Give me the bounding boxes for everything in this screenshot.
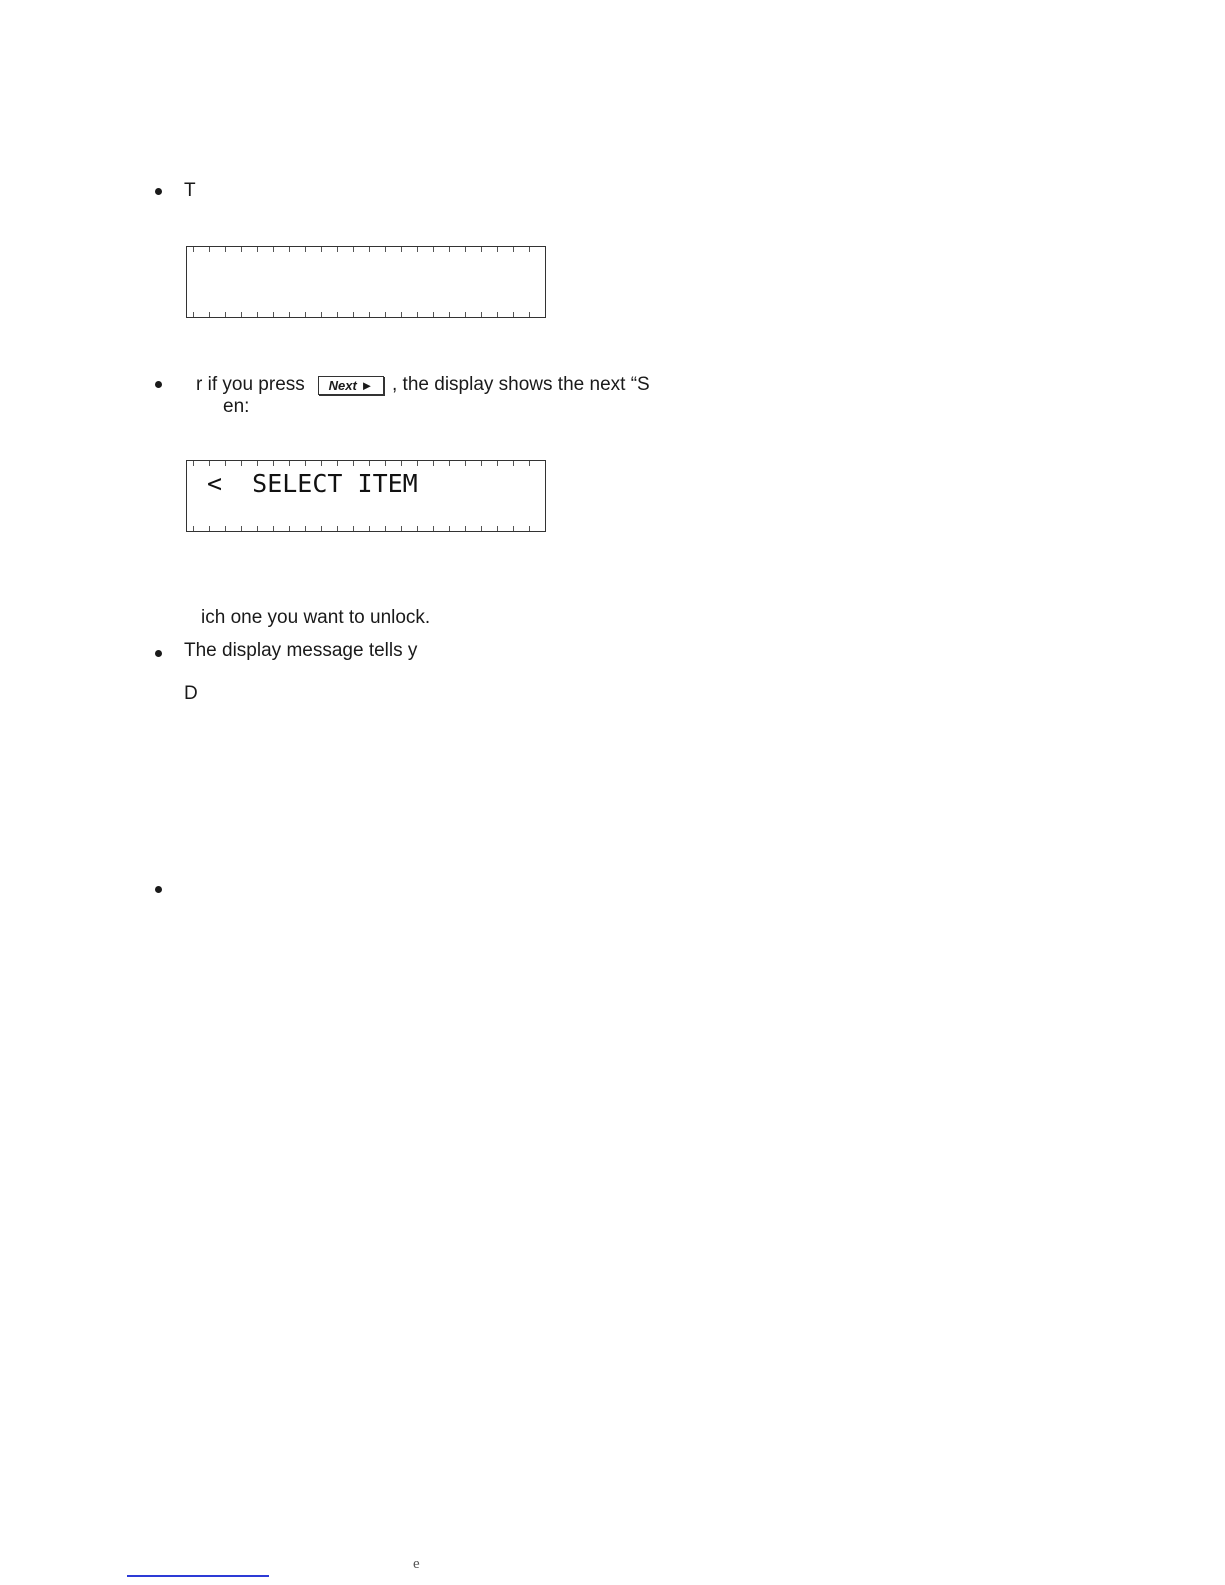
lcd-display-2 — [186, 460, 546, 532]
paragraph-2-text: D — [184, 683, 198, 704]
lcd-display-1 — [186, 246, 546, 318]
bullet-3-text: The display message tells y — [184, 640, 418, 661]
lcd-display-2-text: < SELECT ITEM — [207, 469, 418, 498]
bullet-marker — [155, 650, 162, 657]
bullet-marker — [155, 886, 162, 893]
bullet-2-text-line2: en: — [223, 396, 250, 417]
paragraph-text: ich one you want to unlock. — [201, 607, 431, 628]
bullet-1-text: T — [184, 180, 196, 201]
footer-link-underline[interactable] — [127, 1575, 269, 1577]
footer-text: e — [413, 1556, 420, 1572]
bullet-marker — [155, 381, 162, 388]
bullet-2-text-start: r if you press — [196, 374, 305, 395]
bullet-2-text-end: , the display shows the next “S — [392, 374, 650, 395]
bullet-marker — [155, 188, 162, 195]
next-key: Next ► — [318, 376, 384, 395]
